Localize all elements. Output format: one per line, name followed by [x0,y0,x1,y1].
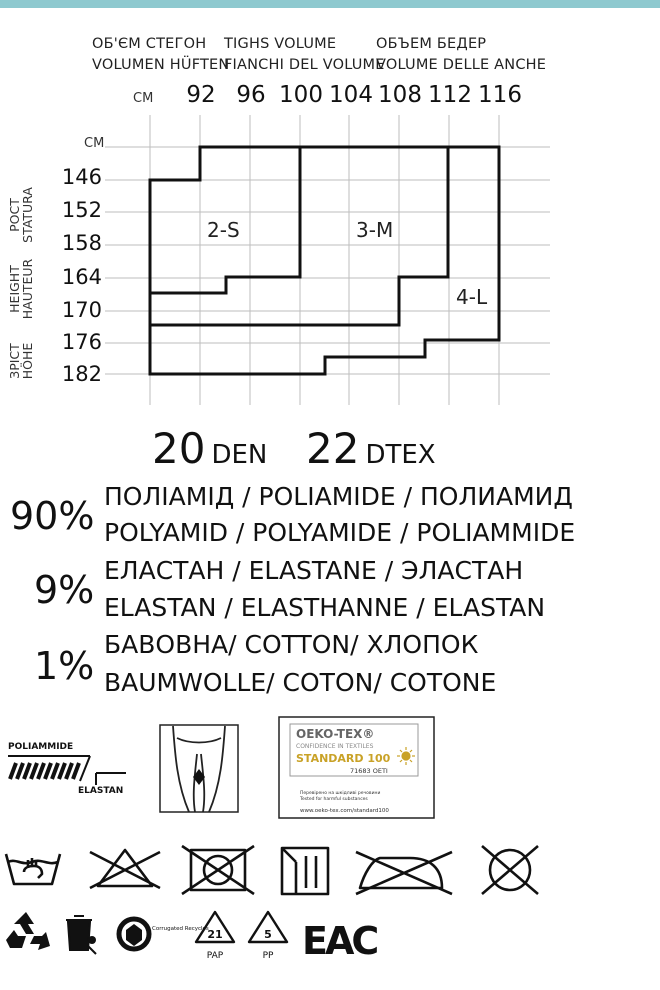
oeko-tex-number: 71683 OETI [350,767,388,775]
size-label-4l: 4-L [456,285,488,309]
percent-cotton: 1% [34,644,95,688]
material-cotton-line1: БАВОВНА/ COTTON/ ХЛОПОК [104,630,479,659]
y-tick-176: 176 [61,330,102,354]
y-tick-164: 164 [61,265,102,289]
y-label-rost-line2: STATURA [20,187,35,243]
header-col1-line1: ОБ'ЄМ СТЕГОН [92,36,207,52]
fabric-bottom-label: ELASTAN [78,786,124,796]
dtex-value [306,424,436,473]
pp-label: PP [262,951,274,961]
corrugated-label: Corrugated Recycles [152,926,209,932]
y-tick-182: 182 [61,362,102,386]
y-tick-170: 170 [61,298,102,322]
header-col3-line1: ОБЪЕМ БЕДЕР [376,36,487,52]
no-tumble-dry-icon [182,846,254,894]
recycle-icon [6,912,50,950]
percent-polyamide: 90% [10,494,95,538]
care-symbols-row [0,838,660,908]
pap-21-icon [196,912,234,961]
oeko-tex-subtitle: CONFIDENCE IN TEXTILES [296,743,374,750]
no-dry-clean-icon [482,846,538,894]
den-number: 20 [152,424,206,473]
x-tick-108: 108 [378,82,422,108]
y-label-height-line1: HEIGHT [7,265,22,313]
y-tick-152: 152 [61,198,102,222]
y-label-height-line2: HAUTEUR [20,258,35,320]
pp-number: 5 [264,928,272,941]
x-tick-92: 92 [186,82,216,108]
x-tick-100: 100 [279,82,323,108]
no-bleach-icon [90,850,160,888]
x-tick-104: 104 [329,82,373,108]
fabric-yarn-icon [8,745,138,805]
y-unit-label: СМ [84,136,105,151]
y-tick-146: 146 [61,165,102,189]
den-value [152,424,267,473]
x-tick-116: 116 [478,82,522,108]
header-col2-line2: FIANCHI DEL VOLUME [224,57,385,73]
oeko-tex-url: www.oeko-tex.com/standard100 [300,808,389,814]
material-elastane-line1: ЕЛАСТАН / ELASTANE / ЭЛАСТАН [104,556,524,585]
chart-grid [105,115,550,405]
size-chart [0,0,660,420]
dtex-unit: DTEX [365,440,436,470]
size-box-3m [150,147,448,325]
eac-mark: EAC [302,919,377,963]
fabric-top-label: POLIAMMIDE [8,742,74,752]
y-label-zrist-line2: HÖHE [20,342,35,380]
header-col2-line1: TIGHS VOLUME [224,36,337,52]
no-iron-icon [356,852,452,894]
den-unit: DEN [211,440,268,470]
corrugated-recycles-icon [119,919,209,949]
oeko-tex-brand: OEKO-TEX® [296,727,375,741]
size-label-3m: 3-M [356,218,394,242]
tights-diagram-icon [159,724,239,814]
y-label-zrist-line1: ЗРІСТ [7,343,22,379]
material-cotton-line2: BAUMWOLLE/ COTON/ COTONE [104,668,497,697]
line-dry-shade-icon [282,848,328,894]
recycling-symbols-row [0,906,380,976]
pp-5-icon [249,912,287,961]
waste-bin-icon [66,916,96,954]
pap-number: 21 [207,928,223,941]
x-tick-112: 112 [428,82,472,108]
oeko-tex-label [278,716,436,820]
oeko-tex-tested-en: Tested for harmful substances [300,797,368,802]
header-col3-line2: VOLUME DELLE ANCHE [376,57,547,73]
x-tick-96: 96 [236,82,266,108]
oeko-tex-tested-ua: Перевірено на шкідливі речовини [300,791,381,796]
y-label-rost-line1: РОСТ [7,198,22,232]
material-polyamide-line1: ПОЛІАМІД / POLIAMIDE / ПОЛИАМИД [104,482,573,511]
x-unit-label: СМ [133,91,154,106]
hand-wash-icon [6,854,60,884]
dtex-number: 22 [306,424,360,473]
material-elastane-line2: ELASTAN / ELASTHANNE / ELASTAN [104,593,546,622]
y-tick-158: 158 [61,231,102,255]
header-col1-line2: VOLUMEN HÜFTEN [92,57,230,73]
size-box-4l [150,147,499,374]
material-polyamide-line2: POLYAMID / POLYAMIDE / POLIAMMIDE [104,518,576,547]
size-label-2s: 2-S [207,218,240,242]
pap-label: PAP [206,951,224,961]
percent-elastane: 9% [34,568,95,612]
oeko-tex-standard: STANDARD 100 [296,752,391,765]
